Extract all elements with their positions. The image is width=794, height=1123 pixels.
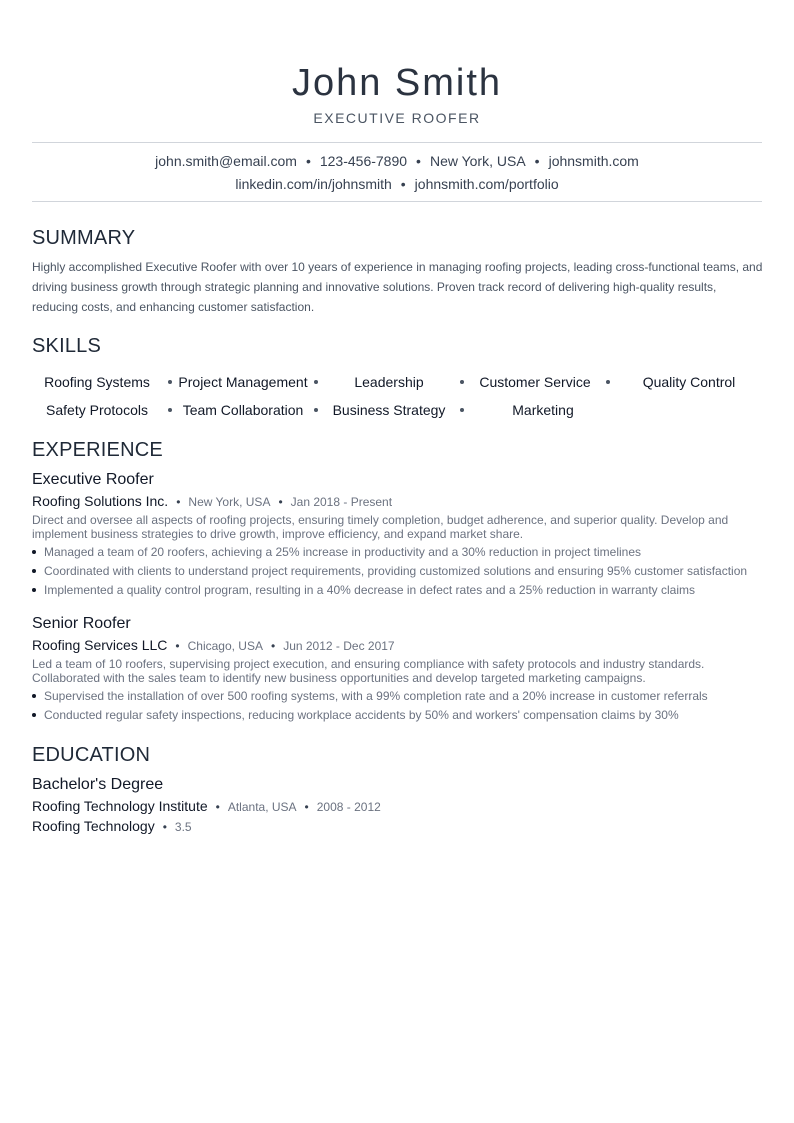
job-bullet: [32, 564, 772, 578]
bullet-dot: [32, 588, 36, 592]
gpa-value: 3.5: [174, 820, 192, 834]
linkedin-link[interactable]: linkedin.com/in/johnsmith: [235, 176, 392, 192]
job-dates: Jun 2012 - Dec 2017: [283, 639, 395, 653]
education-field-meta: [32, 818, 192, 834]
skill-item: Customer Service: [479, 374, 591, 390]
separator: •: [270, 639, 276, 653]
skill-item: Safety Protocols: [46, 402, 148, 418]
company-name: Roofing Services LLC: [32, 637, 168, 653]
header-divider-top: [32, 142, 762, 143]
phone-text: 123-456-7890: [319, 153, 408, 169]
bullet-dot: [32, 694, 36, 698]
contact-row-primary: [32, 153, 762, 169]
separator: •: [162, 820, 167, 834]
separator: •: [176, 495, 181, 509]
separator: •: [215, 800, 220, 814]
separator: •: [305, 153, 311, 169]
bullet-text: Coordinated with clients to understand project requirements, providing customized solutions and ensuring 95% customer satisfaction: [44, 564, 748, 578]
education-dates: 2008 - 2012: [316, 800, 381, 814]
location-text: New York, USA: [429, 153, 526, 169]
skill-separator: [168, 408, 172, 412]
candidate-name: John Smith: [291, 62, 503, 104]
email-link[interactable]: john.smith@email.com: [155, 153, 297, 169]
job-description: Direct and oversee all aspects of roofing projects, ensuring timely completion, budget adherence, and superior quality. Develop and implement business strategies to drive growth, improve efficiency, and expand market share.: [32, 513, 729, 541]
job-meta: [32, 493, 392, 509]
header-divider-bottom: [32, 201, 762, 202]
skill-item: Leadership: [354, 374, 424, 390]
skill-separator: [606, 380, 610, 384]
field-of-study: Roofing Technology: [32, 818, 155, 834]
summary-heading: SUMMARY: [32, 227, 136, 249]
school-name: Roofing Technology Institute: [32, 798, 208, 814]
separator: •: [400, 176, 406, 192]
skill-separator: [460, 380, 464, 384]
bullet-text: Implemented a quality control program, resulting in a 40% decrease in defect rates and a 25% reduction in warranty claims: [44, 583, 696, 597]
skills-row-2: [32, 392, 762, 428]
job-dates: Jan 2018 - Present: [290, 495, 393, 509]
bullet-text: Managed a team of 20 roofers, achieving a 25% increase in productivity and a 30% reduction in project timelines: [44, 545, 642, 559]
contact-row-secondary: [32, 176, 762, 192]
separator: •: [175, 639, 180, 653]
skill-separator: [460, 408, 464, 412]
job-location: New York, USA: [188, 495, 271, 509]
skill-item: Team Collaboration: [182, 402, 304, 418]
portfolio-link[interactable]: johnsmith.com/portfolio: [414, 176, 559, 192]
degree-title: Bachelor's Degree: [32, 776, 164, 793]
job-title: Senior Roofer: [32, 615, 131, 632]
skill-item: Marketing: [512, 402, 574, 418]
bullet-text: Conducted regular safety inspections, reducing workplace accidents by 50% and workers' compensation claims by 30%: [44, 708, 679, 722]
skill-separator: [168, 380, 172, 384]
bullet-text: Supervised the installation of over 500 roofing systems, with a 99% completion rate and a 20% increase in customer referrals: [44, 689, 708, 703]
candidate-title: EXECUTIVE ROOFER: [313, 110, 481, 126]
separator: •: [534, 153, 540, 169]
summary-text: Highly accomplished Executive Roofer with over 10 years of experience in managing roofing projects, leading cross-functional teams, and driving business growth through strategic planning and innovative solutions. Proven track record of delivering high-quality results, reducing costs, and enhancing customer satisfaction.: [32, 260, 763, 314]
job-bullet: [32, 689, 772, 703]
job-title: Executive Roofer: [32, 471, 154, 488]
education-heading: EDUCATION: [32, 744, 151, 766]
job-bullet: [32, 545, 772, 559]
job-bullet: [32, 583, 772, 597]
skill-separator: [314, 408, 318, 412]
separator: •: [304, 800, 309, 814]
experience-heading: EXPERIENCE: [32, 439, 163, 461]
job-location: Chicago, USA: [187, 639, 263, 653]
skills-heading: SKILLS: [32, 335, 102, 357]
bullet-dot: [32, 550, 36, 554]
job-bullet: [32, 708, 772, 722]
skill-separator: [314, 380, 318, 384]
bullet-dot: [32, 713, 36, 717]
separator: •: [278, 495, 283, 509]
job-meta: [32, 637, 395, 653]
job-description: Led a team of 10 roofers, supervising project execution, and ensuring compliance with safety protocols and industry standards. Collaborated with the sales team to identify new business opportunities and develop targeted marketing campaigns.: [32, 657, 705, 685]
school-location: Atlanta, USA: [227, 800, 297, 814]
company-name: Roofing Solutions Inc.: [32, 493, 169, 509]
skill-item: Quality Control: [642, 374, 736, 390]
bullet-dot: [32, 569, 36, 573]
skill-item: Business Strategy: [332, 402, 446, 418]
website-link[interactable]: johnsmith.com: [548, 153, 639, 169]
skill-item: Roofing Systems: [44, 374, 150, 390]
education-meta: [32, 798, 381, 814]
skill-item: Project Management: [178, 374, 308, 390]
separator: •: [416, 153, 421, 169]
